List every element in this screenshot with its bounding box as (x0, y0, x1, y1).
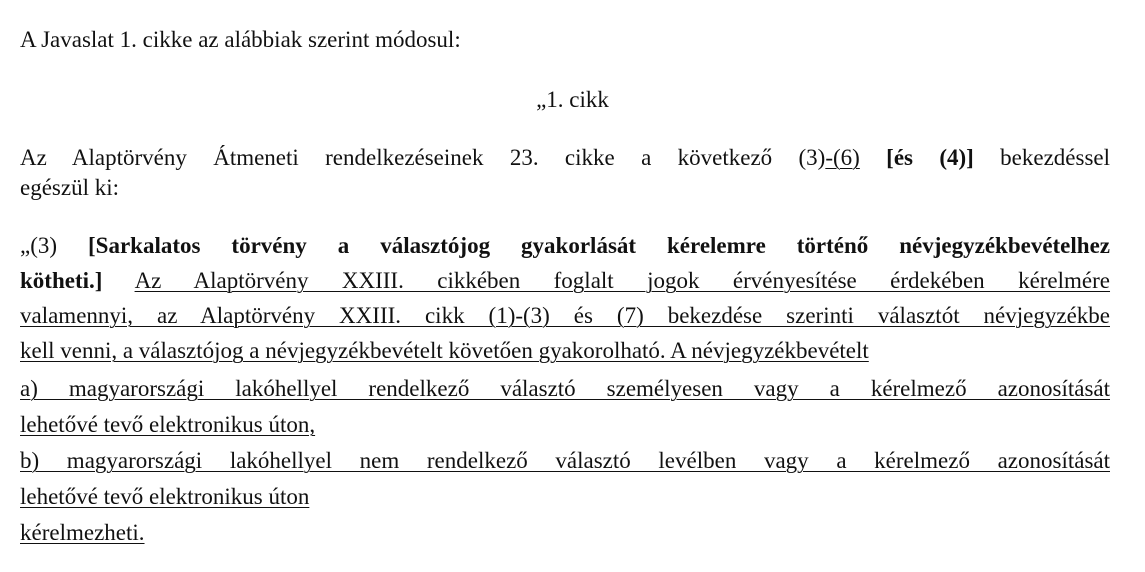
paragraph-2-line-1 (20, 232, 1110, 260)
paragraph-2-line-6: lehetővé tevő elektronikus úton, (20, 412, 316, 437)
paragraph-2-line-9: kérelmezheti. (20, 520, 145, 545)
p1-space (860, 145, 886, 170)
intro-text: A Javaslat 1. cikke az alábbiak szerint módosul: (20, 27, 461, 52)
p1-inserted-range: -(6) (825, 145, 860, 170)
p2-deleted-text-2: kötheti.] (20, 268, 103, 293)
paragraph-2-line-8: lehetővé tevő elektronikus úton (20, 484, 310, 509)
paragraph-2-line-2 (20, 267, 1110, 295)
p2-space (102, 268, 134, 293)
p2-paragraph-number: „(3) (20, 233, 88, 258)
p2-inserted-text-1: Az Alaptörvény XXIII. cikkében foglalt jogok érvényesítése érdekében kérelmére (134, 268, 1111, 293)
article-heading: „1. cikk (536, 87, 609, 112)
p1-text-e: bekezdéssel (973, 145, 1111, 170)
p1-text-a: Az Alaptörvény Átmeneti rendelkezéseinek 23. cikke a következő (3) (20, 145, 826, 170)
paragraph-1-line-1 (20, 144, 1110, 172)
paragraph-1-line-2: egészül ki: (20, 175, 119, 200)
paragraph-2-line-5: a) magyarországi lakóhellyel rendelkező választó személyesen vagy a kérelmező azonosítását (20, 376, 1110, 401)
paragraph-2-line-7: b) magyarországi lakóhellyel nem rendelkező választó levélben vagy a kérelmező azonosítását (20, 448, 1110, 473)
p1-deleted-range: [és (4)] (886, 145, 974, 170)
p2-deleted-text-1: [Sarkalatos törvény a választójog gyakorlását kérelemre történő névjegyzékbevételhez (88, 233, 1110, 258)
paragraph-2-line-4: kell venni, a választójog a névjegyzékbevételt követően gyakorolható. A névjegyzékbevételt (20, 338, 869, 363)
paragraph-2-line-3: valamennyi, az Alaptörvény XXIII. cikk (1)-(3) és (7) bekezdése szerinti választót névjegyzékbe (20, 303, 1110, 328)
